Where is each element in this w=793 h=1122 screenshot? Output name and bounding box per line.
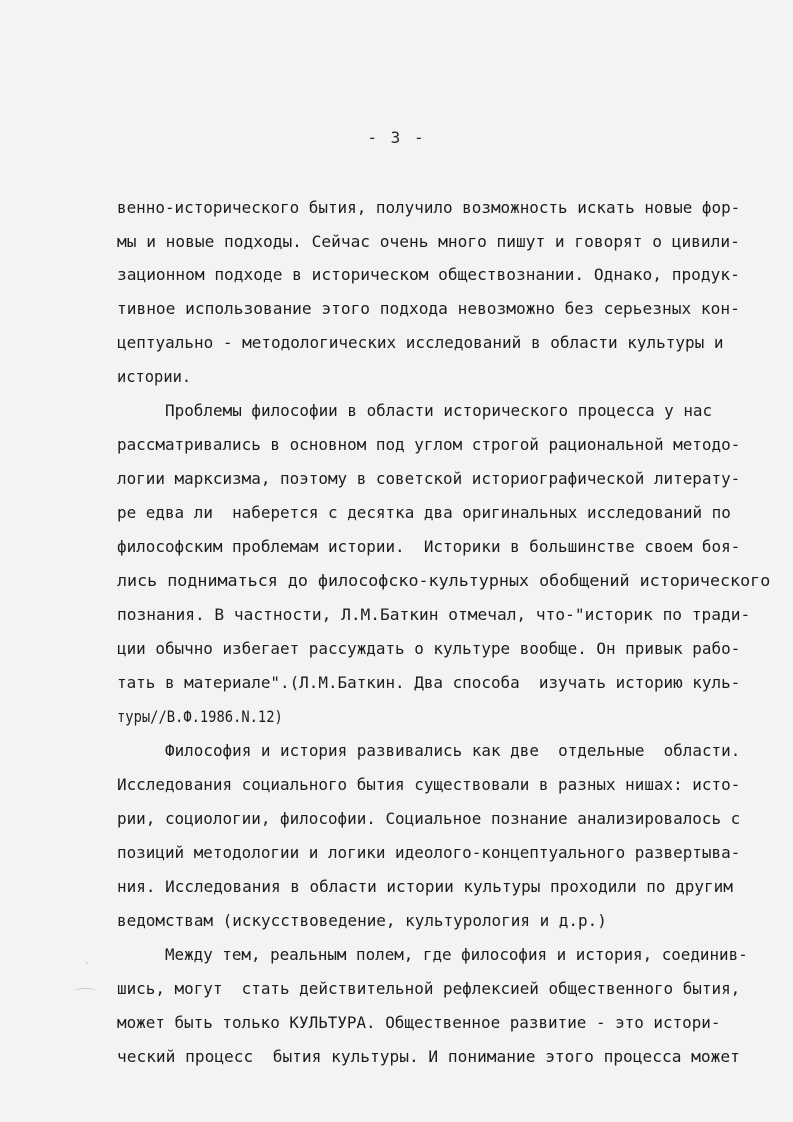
text-line: может быть только КУЛЬТУРА. Общественное развитие - это истори- <box>117 1014 721 1032</box>
text-line: Философия и история развивались как две отдельные области. <box>165 742 741 760</box>
text-line: ции обычно избегает рассуждать о культуре вообще. Он привык рабо- <box>117 640 741 658</box>
text-line: мы и новые подходы. Сейчас очень много пишут и говорят о цивили- <box>117 233 740 251</box>
text-line: венно-исторического бытия, получило возможность искать новые фор- <box>117 199 741 217</box>
text-line: Между тем, реальным полем, где философия и история, соединив- <box>165 946 748 964</box>
text-line: рии, социологии, философии. Социальное познание анализировалось с <box>117 810 741 828</box>
text-line: лись подниматься до философско-культурных обобщений исторического <box>117 572 771 590</box>
text-line: ведомствам (искусствоведение, культурология и д.р.) <box>117 912 607 930</box>
text-line: шись, могут стать действительной рефлексией общественного бытия, <box>117 980 741 998</box>
text-line: ния. Исследования в области истории культуры проходили по другим <box>117 878 733 896</box>
text-line: Исследования социального бытия существовали в разных нишах: исто- <box>117 776 741 794</box>
text-line: Проблемы философии в области исторического процесса у нас <box>165 402 713 420</box>
text-line: истории. <box>117 368 192 386</box>
text-line: тивное использование этого подхода невозможно без серьезных кон- <box>117 300 740 318</box>
text-line: тать в материале".(Л.М.Баткин. Два способа изучать историю куль- <box>117 674 741 692</box>
text-line: рассматривались в основном под углом строгой рациональной методо- <box>117 436 741 454</box>
page-number: - 3 - <box>367 128 426 147</box>
text-line: туры//В.Ф.1986.N.12) <box>117 708 283 726</box>
scan-margin-mark <box>74 988 96 995</box>
text-line: позиций методологии и логики идеолого-концептуального развертыва- <box>117 844 741 862</box>
text-line: философским проблемам истории. Историки в большинстве своем боя- <box>117 538 741 556</box>
scan-speck <box>86 962 88 964</box>
text-line: зационном подходе в историческом обществознании. Однако, продук- <box>117 266 740 284</box>
text-line: ре едва ли наберется с десятка два оригинальных исследований по <box>117 504 731 522</box>
text-line: цептуально - методологических исследований в области культуры и <box>117 334 724 352</box>
text-line: познания. В частности, Л.М.Баткин отмечал, что-"историк по тради- <box>117 606 751 624</box>
text-line: логии марксизма, поэтому в советской историографической литерату- <box>117 470 741 488</box>
text-line: ческий процесс бытия культуры. И понимание этого процесса может <box>117 1048 740 1066</box>
